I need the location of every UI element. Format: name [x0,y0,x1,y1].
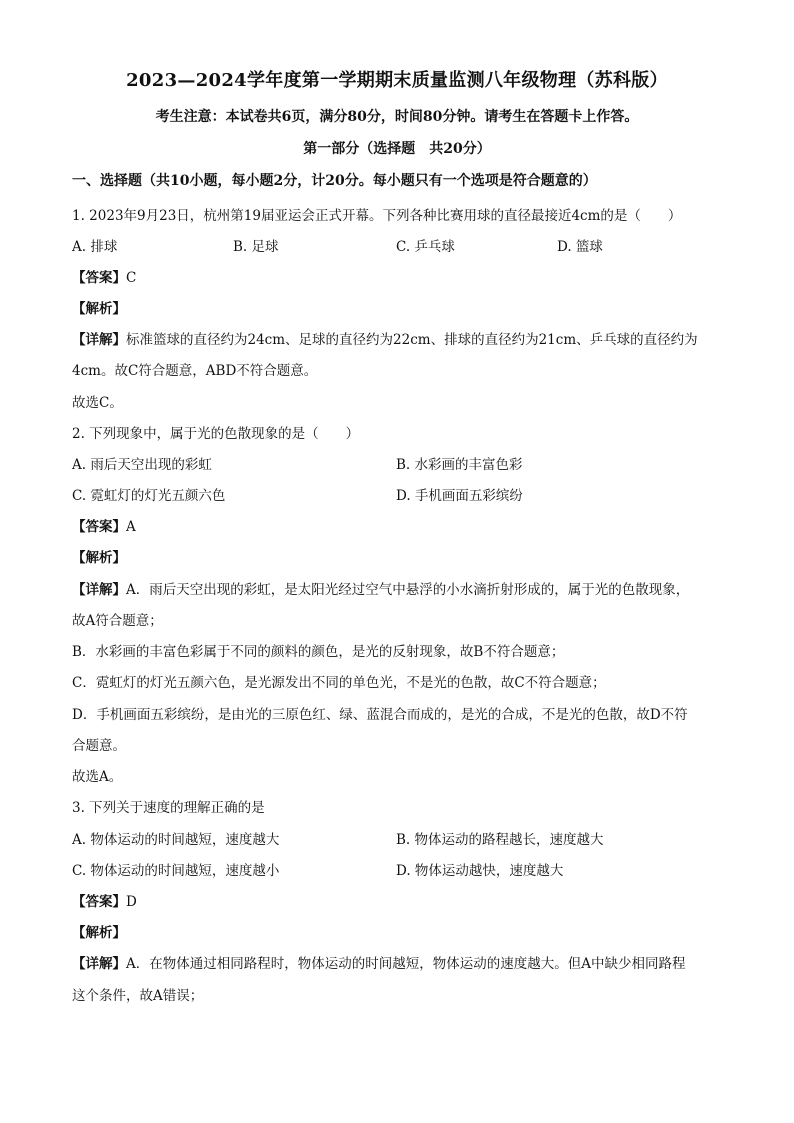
q2-option-b: B. 水彩画的丰富色彩 [396,457,523,473]
q3-analysis-tag: 【解析】 [72,925,126,941]
q1-option-d: D. 篮球 [557,239,603,255]
q2-stem: 2. 下列现象中，属于光的色散现象的是（ ） [72,426,360,442]
q3-answer [72,890,722,910]
q3-option-b: B. 物体运动的路程越长，速度越大 [396,832,604,848]
q2-conclusion: 故选A。 [72,769,123,785]
q1-detail-line-1 [72,328,722,348]
q2-detail-line-2: 故A符合题意； [72,613,163,629]
q2-detail-line-4: C．霓虹灯的灯光五颜六色，是光源发出不同的单色光，不是光的色散，故C不符合题意； [72,675,606,691]
q3-stem: 3. 下列关于速度的理解正确的是 [72,800,265,816]
q1-answer-value: C [126,270,137,286]
exam-notice: 考生注意：本试卷共6页，满分80分，时间80分钟。请考生在答题卡上作答。 [155,109,639,125]
q2-option-a: A. 雨后天空出现的彩虹 [72,457,212,473]
q1-analysis-tag: 【解析】 [72,301,126,317]
q2-answer [72,515,722,535]
q3-option-d: D. 物体运动越快，速度越大 [396,863,564,879]
q2-answer-value: A [126,519,136,535]
q1-detail-tag: 【详解】 [72,332,126,348]
section-heading: 一、选择题（共10小题，每小题2分，计20分。每小题只有一个选项是符合题意的） [72,173,597,189]
q1-detail-line-2: 4cm。故C符合题意，ABD不符合题意。 [72,363,318,379]
q2-option-c: C. 霓虹灯的灯光五颜六色 [72,488,226,504]
q2-detail-line-1 [72,578,722,598]
q3-detail-line-2: 这个条件，故A错误； [72,988,204,1004]
q1-answer [72,266,722,286]
q1-option-c: C. 乒乓球 [396,239,455,255]
q3-detail-tag: 【详解】 [72,956,126,972]
q3-answer-tag: 【答案】 [72,894,126,910]
q3-detail-text-1: A．在物体通过相同路程时，物体运动的时间越短，物体运动的速度越大。但A中缺少相同路程 [126,956,686,972]
q3-option-c: C. 物体运动的时间越短，速度越小 [72,863,280,879]
q1-detail-text-1: 标准篮球的直径约为24cm、足球的直径约为22cm、排球的直径约为21cm、乒乓球的直径约为 [126,332,698,348]
exam-title: 2023—2024学年度第一学期期末质量监测八年级物理（苏科版） [126,70,668,91]
q1-answer-tag: 【答案】 [72,270,126,286]
q2-detail-line-3: B．水彩画的丰富色彩属于不同的颜料的颜色，是光的反射现象，故B不符合题意； [72,644,565,660]
q3-option-a: A. 物体运动的时间越短，速度越大 [72,832,280,848]
q2-answer-tag: 【答案】 [72,519,126,535]
q2-detail-line-5: D．手机画面五彩缤纷，是由光的三原色红、绿、蓝混合而成的，是光的合成，不是光的色散，故D不符 [72,707,688,723]
q1-option-a: A. 排球 [72,239,118,255]
q3-answer-value: D [126,894,137,910]
q3-detail-line-1 [72,952,722,972]
q2-detail-line-6: 合题意。 [72,738,126,754]
q2-option-d: D. 手机画面五彩缤纷 [396,488,523,504]
q1-conclusion: 故选C。 [72,395,123,411]
q2-detail-tag: 【详解】 [72,582,126,598]
q2-analysis-tag: 【解析】 [72,550,126,566]
q1-option-b: B. 足球 [233,239,279,255]
q1-stem: 1. 2023年9月23日，杭州第19届亚运会正式开幕。下列各种比赛用球的直径最接近4cm的是（ ） [72,208,682,224]
part-heading: 第一部分（选择题 共20分） [303,141,491,157]
q2-detail-text-1: A．雨后天空出现的彩虹，是太阳光经过空气中悬浮的小水滴折射形成的，属于光的色散现象， [126,582,690,598]
